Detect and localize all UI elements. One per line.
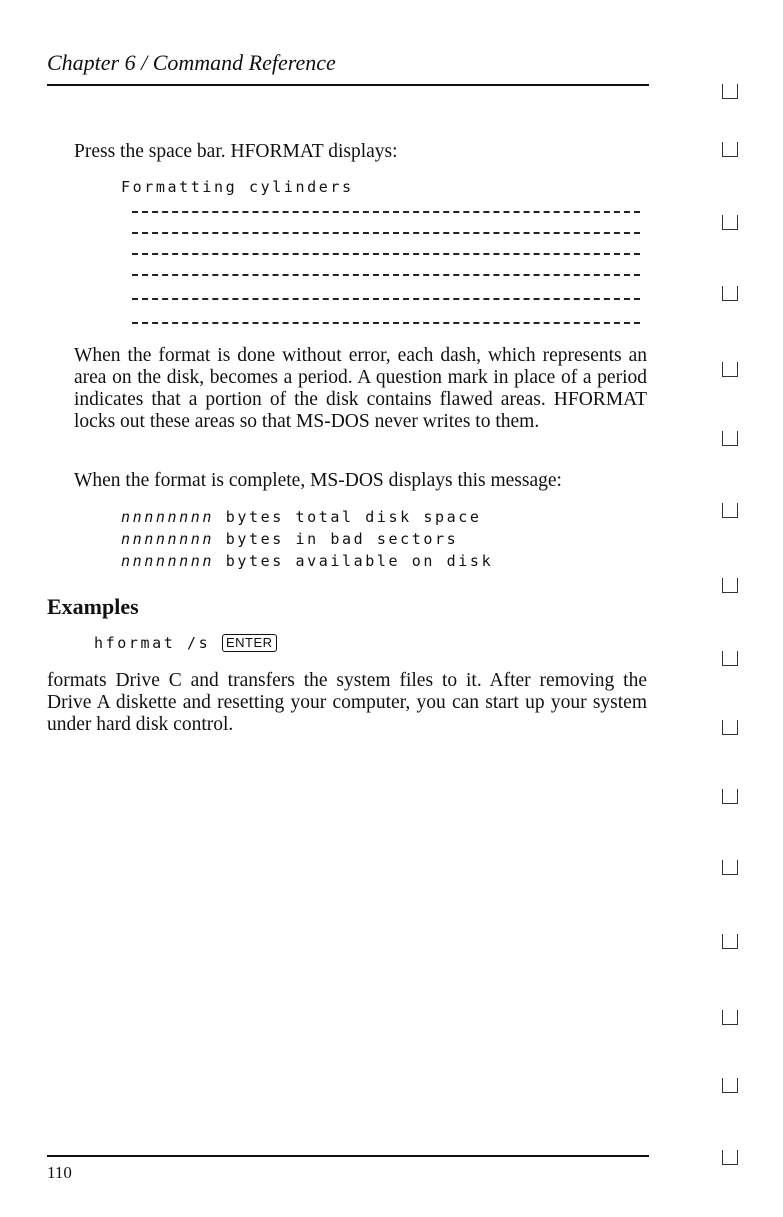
punch-mark-icon [722,503,738,518]
header-rule [47,84,649,86]
dash-row [132,298,640,300]
enter-key-icon: ENTER [222,634,277,652]
example-description: formats Drive C and transfers the system files to it. After removing the Drive A diskette and resetting your computer, you can start up your system under hard disk control. [47,670,647,735]
example-command-line [94,634,277,652]
dash-row [132,211,640,213]
page-number: 110 [47,1163,72,1182]
punch-mark-icon [722,578,738,593]
punch-mark-icon [722,720,738,735]
punch-mark-icon [722,142,738,157]
dash-row [132,274,640,276]
punch-mark-icon [722,431,738,446]
dash-row [132,322,640,324]
punch-mark-icon [722,1078,738,1093]
message-text: bytes in bad sectors [225,530,459,548]
complete-paragraph: When the format is complete, MS-DOS displays this message: [74,470,562,491]
chapter-header: Chapter 6 / Command Reference [47,50,336,75]
message-line [121,530,458,548]
example-command: hformat /s [94,634,211,652]
message-var: nnnnnnnn [121,508,215,526]
punch-mark-icon [722,860,738,875]
punch-mark-icon [722,286,738,301]
section-heading: Examples [47,594,139,619]
message-line [121,552,493,570]
formatting-label: Formatting cylinders [121,178,354,196]
punch-mark-icon [722,362,738,377]
punch-mark-icon [722,1150,738,1165]
punch-mark-icon [722,1010,738,1025]
message-text: bytes available on disk [225,552,494,570]
footer-rule [47,1155,649,1157]
punch-mark-icon [722,651,738,666]
dash-row [132,232,640,234]
message-text: bytes total disk space [225,508,482,526]
punch-mark-icon [722,215,738,230]
result-paragraph: When the format is done without error, each dash, which represents an area on the disk, becomes a period. A question mark in place of a period indicates that a portion of the disk contains flawed areas. HFORMAT locks out these areas so that MS-DOS never writes to them. [74,345,647,432]
dash-row [132,253,640,255]
punch-mark-icon [722,934,738,949]
message-var: nnnnnnnn [121,530,215,548]
message-line [121,508,482,526]
intro-paragraph: Press the space bar. HFORMAT displays: [74,141,398,162]
punch-mark-icon [722,84,738,99]
punch-mark-icon [722,789,738,804]
message-var: nnnnnnnn [121,552,215,570]
